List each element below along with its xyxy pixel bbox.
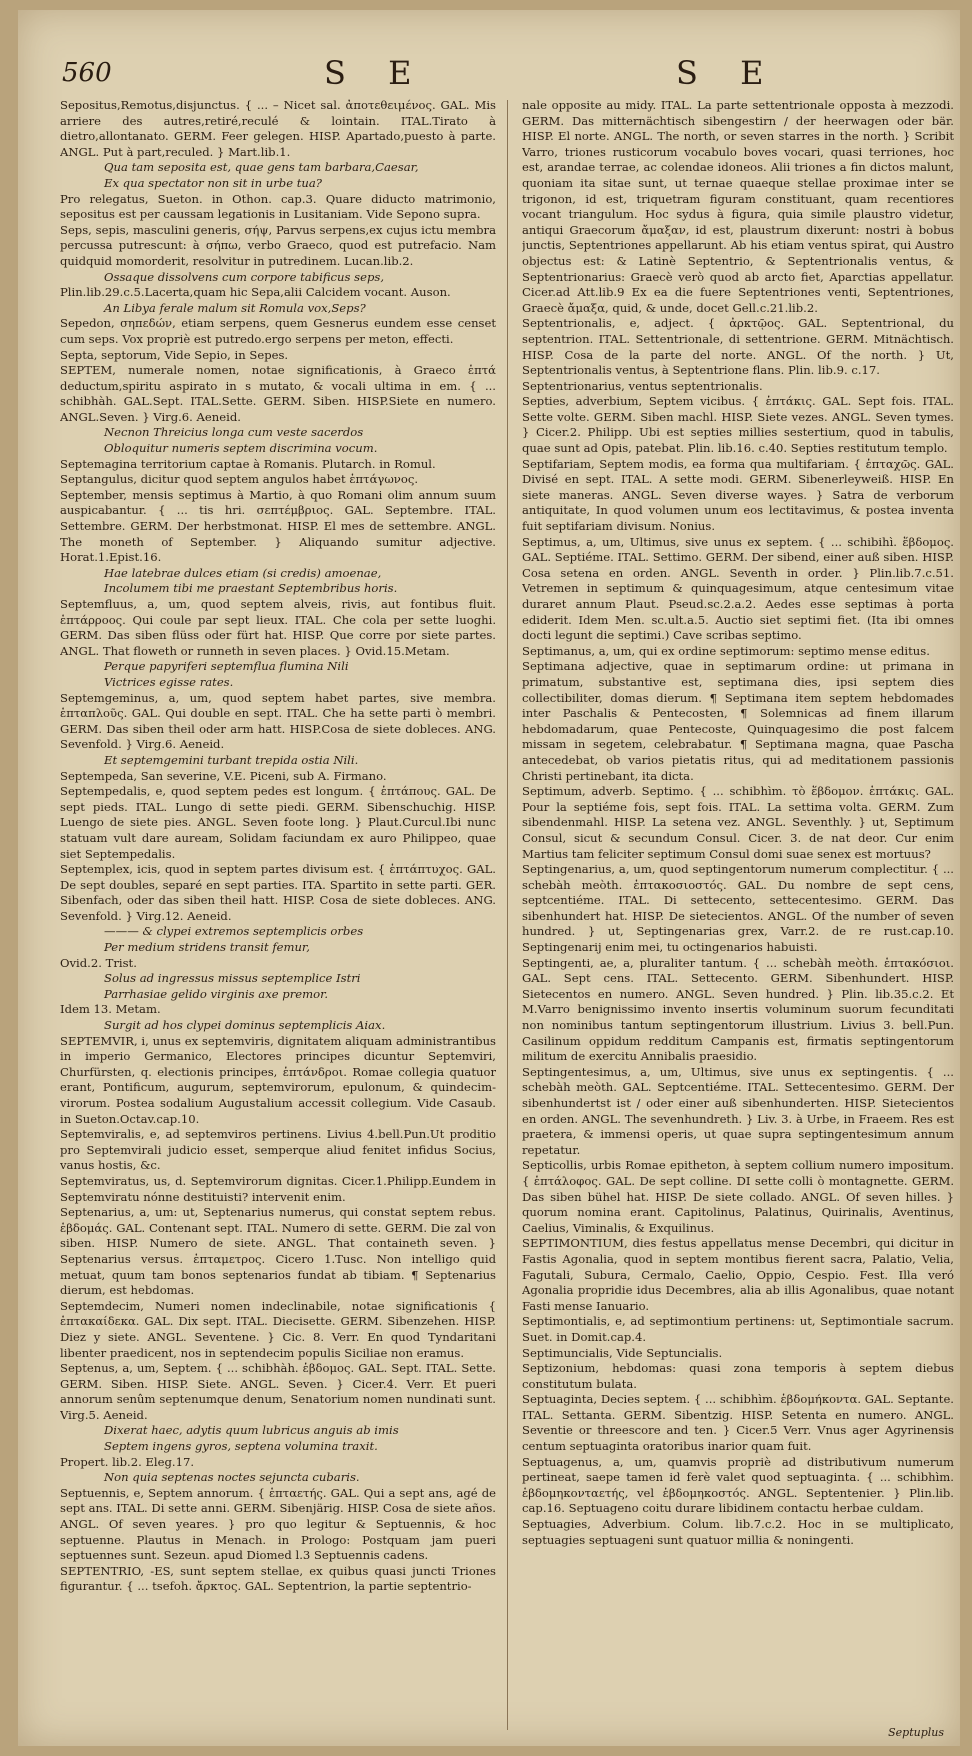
dictionary-entry: Septemplex, icis, quod in septem partes divisum est. { ἑπτάπτυχος. GAL. De sept doubles, separé en sept parties. ITA. Spartito in sette parti. GER. Sibenfach, oder das siben theil hatt. HISP. Cosa de siete dobleces. ANG. Sevenfold. } Virg.12. Aeneid. <box>60 862 496 923</box>
dictionary-entry: Septies, adverbium, Septem vicibus. { ἑπτάκις. GAL. Sept fois. ITAL. Sette volte. GERM. Siben machl. HISP. Siete vezes. ANGL. Seven tymes. } Cicer.2. Philipp. Ubi est septies millies sestertium, quod in tabulis, quae sunt ad Opis, patebat. Plin. lib.16. c.40. Septies restitutum templo. <box>522 394 954 456</box>
verse-quote: Et septemgemini turbant trepida ostia Nili. <box>104 752 359 767</box>
dictionary-entry: Septempeda, San severine, V.E. Piceni, sub A. Firmano. <box>60 768 387 783</box>
verse-quote: Non quia septenas noctes sejuncta cubaris. <box>104 1470 360 1485</box>
dictionary-entry: Septempedalis, e, quod septem pedes est longum. { ἑπτάπους. GAL. De sept pieds. ITAL. Lungo di sette piedi. GERM. Sibenschuchig. HISP. Luengo de siete pies. ANGL. Seven foote long. } Plaut.Curcul.Ibi nunc statuam vult dare auream, Solidam faciundam ex auro Philippeo, quae siet Septempedalis. <box>60 784 496 861</box>
book-page <box>18 10 960 1746</box>
verse-quote: Parrhasiae gelido virginis axe premor. <box>104 986 329 1001</box>
verse-quote: Ex qua spectator non sit in urbe tua? <box>104 175 323 190</box>
verse-quote: An Libya ferale malum sit Romula vox,Seps? <box>104 300 366 315</box>
page-number: 560 <box>62 58 112 88</box>
dictionary-entry: Septemagina territorium captae à Romanis. Plutarch. in Romul. <box>60 456 436 471</box>
dictionary-entry: Septimuncialis, Vide Septuncialis. <box>522 1345 723 1360</box>
verse-quote: Obloquitur numeris septem discrimina vocum. <box>104 441 378 456</box>
verse-quote: ——— & clypei extremos septemplicis orbes <box>104 924 364 939</box>
dictionary-entry: Seps, sepis, masculini generis, σήψ, Parvus serpens,ex cujus ictu membra percussa putrescunt: à σήπω, verbo Graeco, quod est putrefacio. Nam quidquid momorderit, resolvitur in putredinem. Lucan.lib.2. <box>60 222 496 268</box>
dictionary-entry: Septemgeminus, a, um, quod septem habet partes, sive membra. ἑπταπλοῦς. GAL. Qui double en sept. ITAL. Che ha sette parti ò membri. GERM. Das siben theil oder arm hatt. HISP.Cosa de siete dobleces. ANG. Sevenfold. } Virg.6. Aeneid. <box>60 690 496 752</box>
dictionary-entry: Plin.lib.29.c.5.Lacerta,quam hic Sepa,alii Calcidem vocant. Auson. <box>60 285 451 300</box>
verse-quote: Septem ingens gyros, septena volumina traxit. <box>104 1439 378 1454</box>
dictionary-entry: Septangulus, dicitur quod septem angulos habet ἑπτάγωνος. <box>60 472 419 487</box>
dictionary-entry: Septuennis, e, Septem annorum. { ἑπταετής. GAL. Qui a sept ans, agé de sept ans. ITAL. Di sette anni. GERM. Sibenjärig. HISP. Cosa de siete años. ANGL. Of seven yeares. } pro quo legitur & Septuennis, & hoc septuenne. Plautus in Menach. in Prologo: Postquam jam pueri septuennes sunt. Sezeun. apud Diomed l.3 Septuennis cadens. <box>60 1485 496 1563</box>
dictionary-entry: September, mensis septimus à Martio, à quo Romani olim annum suum auspicabantur. { ... tis hri. σεπτέμβριος. GAL. Septembre. ITAL. Settembre. GERM. Der herbstmonat. HISP. El mes de settembre. ANGL. The moneth of September. } Aliquando sumitur adjective. Horat.1.Epist.16. <box>60 487 496 565</box>
dictionary-entry: Septenarius, a, um: ut, Septenarius numerus, qui constat septem rebus. ἑβδομάς. GAL. Contenant sept. ITAL. Numero di sette. GERM. Die zal von siben. HISP. Numero de siete. ANGL. That containeth seven. } Septenarius versus. ἑπταμετρος. Cicero 1.Tusc. Non intelligo quid metuat, quum tam bonos septenarios fundat ab tibiam. ¶ Septenarius dierum, est hebdomas. <box>60 1205 496 1298</box>
dictionary-entry: Propert. lib.2. Eleg.17. <box>60 1454 195 1469</box>
verse-quote: Ossaque dissolvens cum corpore tabificus seps, <box>104 269 385 284</box>
dictionary-entry: Septingenarius, a, um, quod septingentorum numerum complectitur. { ... schebàh meòth. ἑπτακοσιοστός. GAL. Du nombre de sept cens, septcentiéme. ITAL. Di settecento, settecentesimo. GERM. Das sibenhundert hat. HISP. De sietecientos. ANGL. Of the number of seven hundred. } ut, Septingenarias grex, Varr.2. de re rust.cap.10. Septingenarij enim mei, tu octingenarios habuisti. <box>522 862 954 955</box>
verse-quote: Perque papyriferi septemflua flumina Nili <box>104 659 349 674</box>
running-head-right: S E <box>676 54 780 92</box>
dictionary-entry: Ovid.2. Trist. <box>60 955 137 970</box>
dictionary-entry: Septizonium, hebdomas: quasi zona temporis à septem diebus constitutum bulata. <box>522 1361 954 1391</box>
dictionary-entry: Idem 13. Metam. <box>60 1002 161 1017</box>
dictionary-entry: SEPTEMVIR, i, unus ex septemviris, dignitatem aliquam administrantibus in imperio Germanico, Electores principes dicuntur Septemviri, Churfürsten, q. electionis principes, ἑπτάνδροι. Romae collegia quatuor erant, Pontificum, augurum, septemvirorum, epulonum, & quindecim-virorum. Postea sodalium Augustalium accessit collegium. Vide Casaub. in Sueton.Octav.cap.10. <box>60 1033 496 1126</box>
dictionary-entry: nale opposite au midy. ITAL. La parte settentrionale opposta à mezzodi. GERM. Das mitternächtisch sibengestirn / der heerwagen oder bär. HISP. El norte. ANGL. The north, or seven starres in the north. } Scribit Varro, triones rusticorum vocabulo boves vocari, quasi terriones, hoc est, arandae terrae, ac colendae idoneos. Alii triones a fin dictos malunt, quoniam ita sitae sunt, ut ternae quaeque stellae proximae inter se trigonon, id est, triquetram figuram constituant, quam recentiores vocant triangulum. Hoc sydus à figura, quia simile plaustro videtur, antiqui Graecorum ἄμαξαν, id est, plaustrum dixerunt: nostri à bobus junctis, Septentriones appellarunt. Ab his etiam ventus spirat, qui Austro objectus est: & Latinè Septentrio, & Septentrionalis ventus, & Septentrionarius: Graecè verò quod ab arcto fiet, Aparctias appellatur. Cicer.ad Att.lib.9 Ex ea die fuere Septentriones venti, Septentriones, Graecè ἄμαξα, quid, & unde, docet Gell.c.21.lib.2. <box>522 98 954 315</box>
left-column <box>60 98 496 1738</box>
verse-quote: Necnon Threicius longa cum veste sacerdos <box>104 425 364 440</box>
dictionary-entry: Septimanus, a, um, qui ex ordine septimorum: septimo mense editus. <box>522 643 930 658</box>
verse-quote: Solus ad ingressus missus septemplice Istri <box>104 971 361 986</box>
dictionary-entry: Septuagenus, a, um, quamvis propriè ad distributivum numerum pertineat, saepe tamen id ferè valet quod septuaginta. { ... schibhìm. ἑβδομηκονταετής, vel ἑβδομηκοστός. ANGL. Septentenier. } Plin.lib. cap.16. Septuageno coitu durare libidinem contactu herbae culdam. <box>522 1454 954 1516</box>
verse-quote: Hae latebrae dulces etiam (si credis) amoenae, <box>104 565 382 580</box>
verse-quote: Qua tam seposita est, quae gens tam barbara,Caesar, <box>104 160 419 175</box>
verse-quote: Dixerat haec, adytis quum lubricus anguis ab imis <box>104 1423 399 1438</box>
column-divider <box>507 100 508 1730</box>
dictionary-entry: Sepedon, σηπεδών, etiam serpens, quem Gesnerus eundem esse censet cum seps. Vox propriè est putredo.ergo serpens per meton, effecti. <box>60 316 496 346</box>
dictionary-entry: Septimontialis, e, ad septimontium pertinens: ut, Septimontiale sacrum. Suet. in Domit.cap.4. <box>522 1314 954 1344</box>
dictionary-entry: Septemviratus, us, d. Septemvirorum dignitas. Cicer.1.Philipp.Eundem in Septemviratu nónne destituisti? intervenit enim. <box>60 1173 496 1204</box>
dictionary-entry: Septenus, a, um, Septem. { ... schibhàh. ἑβδομος. GAL. Sept. ITAL. Sette. GERM. Siben. HISP. Siete. ANGL. Seven. } Cicer.4. Verr. Et pueri annorum senûm septenumque denum, Senatorium nomen nundinati sunt. Virg.5. Aeneid. <box>60 1361 496 1422</box>
dictionary-entry: SEPTENTRIO, -ES, sunt septem stellae, ex quibus quasi juncti Triones figurantur. { ... tsefoh. ἄρκτος. GAL. Septentrion, la partie septentrio- <box>60 1563 496 1594</box>
dictionary-entry: Septingentesimus, a, um, Ultimus, sive unus ex septingentis. { ... schebàh meòth. GAL. Septcentiéme. ITAL. Settecentesimo. GERM. Der sibenhundertst ist / oder einer auß sibenhunderten. HISP. Sietecientos en orden. ANGL. The sevenhundreth. } Liv. 3. à Urbe, in Fraeem. Res est praetera, & immensi operis, ut quae supra septingentesimum annum repetatur. <box>522 1064 954 1157</box>
right-column <box>522 98 954 1738</box>
dictionary-entry: Septa, septorum, Vide Sepio, in Sepes. <box>60 347 289 362</box>
running-head-left: S E <box>324 54 428 92</box>
dictionary-entry: Septingenti, ae, a, pluraliter tantum. { ... schebàh meòth. ἑπτακόσιοι. GAL. Sept cens. ITAL. Settecento. GERM. Sibenhundert. HISP. Sietecentos en numero. ANGL. Seven hundred. } Plin. lib.35.c.2. Et M.Varro benignissimo invento insertis voluminum suorum fecunditati non nominibus tantum septingentorum illustrium. Livius 3. bell.Pun. Casilinum oppidum redditum Campanis est, firmatis septingentorum militum de exercitu Annibalis praesidio. <box>522 955 954 1064</box>
dictionary-entry: Septemviralis, e, ad septemviros pertinens. Livius 4.bell.Pun.Ut proditio pro Septemvirali judicio esset, semperque aliud fenitet infidus Socius, vanus hostis, &c. <box>60 1127 496 1173</box>
verse-quote: Victrices egisse rates. <box>104 674 234 689</box>
dictionary-entry: Septimana adjective, quae in septimarum ordine: ut primana in primatum, substantive est, septimana dies, ipsi septem dies collectibiliter, domas dierum. ¶ Septimana item septem hebdomades inter Paschalis & Pentecosten, ¶ Solemnicas ad finem illarum hebdomadarum, quae Pentecoste, Quinquagesimo die post falcem missam in segetem, celebrabatur. ¶ Septimana magna, quae Pascha antecedebat, ob varios pietatis ritus, qui ad meditationem passionis Christi pertinebant, ita dicta. <box>522 659 954 783</box>
dictionary-entry: Septuagies, Adverbium. Colum. lib.7.c.2. Hoc in se multiplicato, septuagies septuageni sunt quatuor millia & noningenti. <box>522 1517 954 1547</box>
dictionary-entry: Septemfluus, a, um, quod septem alveis, rivis, aut fontibus fluit. ἑπτάρροος. Qui coule par sept lieux. ITAL. Che cola per sette luoghi. GERM. Das siben flüss oder fürt hat. HISP. Que corre por siete partes. ANGL. That floweth or runneth in seven places. } Ovid.15.Metam. <box>60 597 496 658</box>
catchword: Septuplus <box>888 1726 944 1739</box>
dictionary-entry: SEPTIMONTIUM, dies festus appellatus mense Decembri, qui dicitur in Fastis Agonalia, quod in septem montibus fierent sacra, Palatio, Velia, Fagutali, Subura, Cermalo, Caelio, Oppio, Cespio. Fest. Illa veró Agonalia propridie idus Decembres, alia ab illis Agonalibus, quae notant Fasti mense Ianuario. <box>522 1236 954 1313</box>
dictionary-entry: Septimus, a, um, Ultimus, sive unus ex septem. { ... schibihì. ἕβδομος. GAL. Septiéme. ITAL. Settimo. GERM. Der sibend, einer auß siben. HISP. Cosa setena en orden. ANGL. Seventh in order. } Plin.lib.7.c.51. Vetremen in septimum & quinquagesimum, atque centesimum vitae duraret annum Plaut. Pseud.sc.2.a.2. Aedes esse septimas à porta ediderit. Idem Men. sc.ult.a.5. Auctio siet septimi fiet. (Ita ibi omnes docti legunt die septimi.) Cave scribas septimo. <box>522 534 954 643</box>
dictionary-entry: Septuaginta, Decies septem. { ... schibhìm. ἑβδομήκοντα. GAL. Septante. ITAL. Settanta. GERM. Sibentzig. HISP. Setenta en numero. ANGL. Seventie or threescore and ten. } Cicer.5 Verr. Vnus ager Agyrinensis centum septuaginta oratoribus inarior quam fuit. <box>522 1392 954 1454</box>
dictionary-entry: SEPTEM, numerale nomen, notae significationis, à Graeco ἑπτά deductum,spiritu aspirato in s mutato, & vocali ultima in em. { ... schibhàh. GAL.Sept. ITAL.Sette. GERM. Siben. HISP.Siete en numero. ANGL.Seven. } Virg.6. Aeneid. <box>60 363 496 424</box>
verse-quote: Per medium stridens transit femur, <box>104 940 310 955</box>
dictionary-entry: Septifariam, Septem modis, ea forma qua multifariam. { ἑπταχῶς. GAL. Divisé en sept. ITAL. A sette modi. GERM. Sibenerleyweiß. HISP. En siete maneras. ANGL. Seven diverse wayes. } Satra de verborum antiquitate, In quod volumen unum eos lectitavimus, & postea inventa fuit septifariam divisum. Nonius. <box>522 456 954 534</box>
verse-quote: Incolumem tibi me praestant Septembribus horis. <box>104 581 398 596</box>
dictionary-entry: Pro relegatus, Sueton. in Othon. cap.3. Quare diducto matrimonio, sepositus est per caussam legationis in Lusitaniam. Vide Sepono supra. <box>60 191 496 222</box>
dictionary-entry: Septemdecim, Numeri nomen indeclinabile, notae significationis { ἑπτακαίδεκα. GAL. Dix sept. ITAL. Diecisette. GERM. Sibenzehen. HISP. Diez y siete. ANGL. Seventene. } Cic. 8. Verr. En quod Tyndaritani libenter praedicent, nos in septendecim populis Siciliae non eramus. <box>60 1298 496 1360</box>
dictionary-entry: Septentrionalis, e, adject. { ἀρκτῷος. GAL. Septentrional, du septentrion. ITAL. Settentrionale, di settentrione. GERM. Mitnächtisch. HISP. Cosa de la parte del norte. ANGL. Of the north. } Ut, Septentrionalis ventus, à Septentrione flans. Plin. lib.9. c.17. <box>522 316 954 378</box>
dictionary-entry: Septicollis, urbis Romae epitheton, à septem collium numero impositum. { ἑπτάλοφος. GAL. De sept colline. DI sette colli ò montagnette. GERM. Das siben bühel hat. HISP. De siete collado. ANGL. Of seven hilles. } quorum nomina erant. Capitolinus, Palatinus, Quirinalis, Aventinus, Caelius, Viminalis, & Exquilinus. <box>522 1158 954 1235</box>
verse-quote: Surgit ad hos clypei dominus septemplicis Aiax. <box>104 1018 386 1033</box>
dictionary-entry: Sepositus,Remotus,disjunctus. { ... – Nicet sal. ἀποτεθειμένος. GAL. Mis arriere des autres,retiré,reculé & lointain. ITAL.Tirato à dietro,allontanato. GERM. Feer gelegen. HISP. Apartado,puesto à parte. ANGL. Put à part,reculed. } Mart.lib.1. <box>60 98 496 159</box>
dictionary-entry: Septimum, adverb. Septimo. { ... schibhìm. τὸ ἕβδομον. ἑπτάκις. GAL. Pour la septiéme fois, sept fois. ITAL. La settima volta. GERM. Zum sibendenmahl. HISP. La setena vez. ANGL. Seventhly. } ut, Septimum Consul, sicut & secundum Consul. Cicer. 3. de nat deor. Cur enim Martius tam feliciter septimum Consul domi suae senex est mortuus? <box>522 784 954 861</box>
dictionary-entry: Septentrionarius, ventus septentrionalis. <box>522 378 763 393</box>
